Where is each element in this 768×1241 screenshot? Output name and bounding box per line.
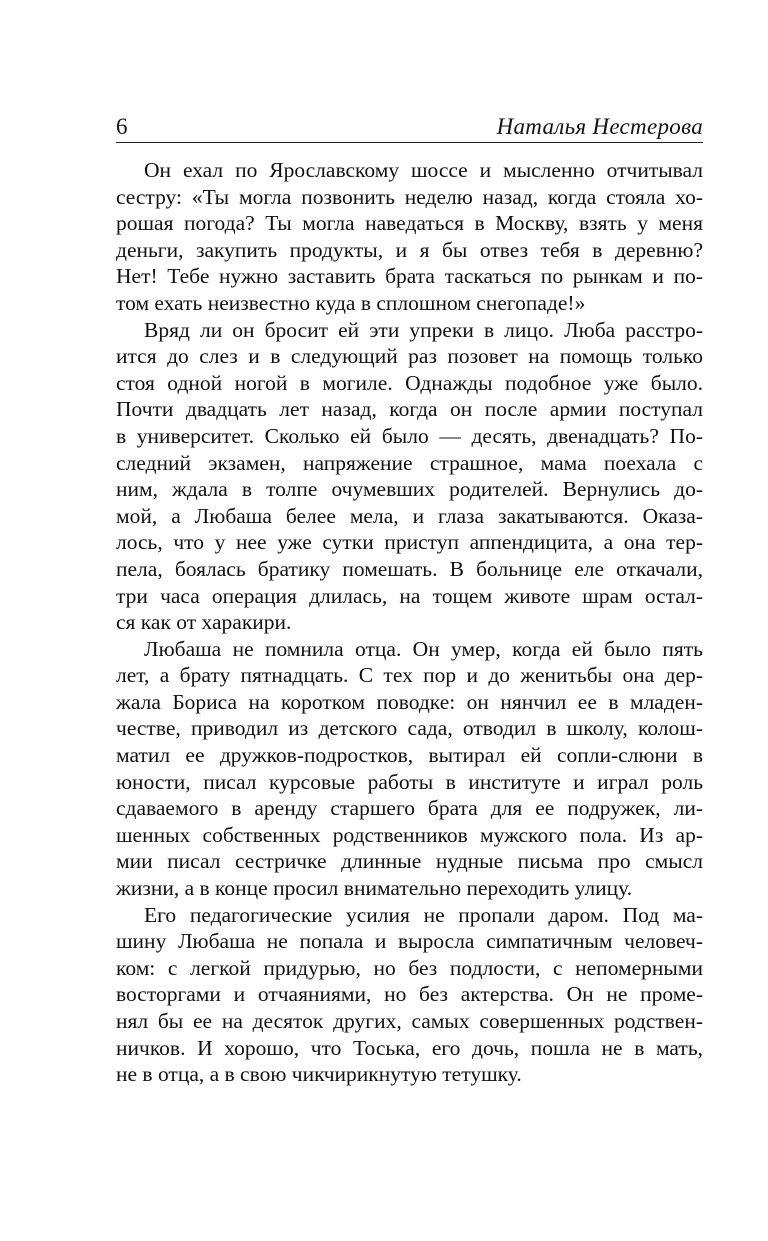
- text-line: жала Бориса на коротком поводке: он нянчил ее в младен-: [116, 689, 703, 714]
- text-line: рошая погода? Ты могла наведаться в Москву, взять у меня: [116, 211, 703, 236]
- text-line: лет, а брату пятнадцать. С тех пор и до женитьбы она дер-: [116, 663, 703, 688]
- body-text: [116, 157, 703, 1088]
- text-line: деньги, закупить продукты, и я бы отвез тебя в деревню?: [116, 237, 703, 262]
- text-line: лось, что у нее уже сутки приступ аппендицита, а она тер-: [116, 530, 703, 555]
- book-page: [116, 112, 703, 1088]
- author-name: Наталья Нестерова: [496, 114, 703, 139]
- text-line: три часа операция длилась, на тощем животе шрам остал-: [116, 583, 703, 608]
- paragraph: [116, 902, 703, 1088]
- text-line: восторгами и отчаяниями, но без актерства. Он не проме-: [116, 982, 703, 1007]
- text-line: юности, писал курсовые работы в институте и играл роль: [116, 769, 703, 794]
- text-line: том ехать неизвестно куда в сплошном снегопаде!»: [116, 290, 586, 315]
- text-line: нял бы ее на десяток других, самых совершенных родствен-: [116, 1009, 703, 1033]
- text-line: ся как от харакири.: [116, 610, 292, 635]
- paragraph: [116, 317, 703, 636]
- text-line: не в отца, а в свою чикчирикнутую тетушку.: [116, 1062, 522, 1087]
- text-line: Его педагогические усилия не пропали даром. Под ма-: [144, 902, 703, 927]
- text-line: шину Любаша не попала и выросла симпатичным человеч-: [116, 929, 703, 954]
- text-line: честве, приводил из детского сада, отводил в школу, колош-: [116, 716, 703, 741]
- text-line: Нет! Тебе нужно заставить брата таскаться по рынкам и по-: [116, 264, 703, 289]
- text-line: ится до слез и в следующий раз позовет на помощь только: [116, 344, 703, 369]
- text-line: ком: с легкой придурью, но без подлости, с непомерными: [116, 955, 703, 980]
- text-line: Любаша не помнила отца. Он умер, когда ей было пять: [144, 636, 703, 661]
- running-head: [116, 112, 703, 143]
- text-line: Вряд ли он бросит ей эти упреки в лицо. Люба расстро-: [144, 317, 703, 342]
- text-line: Почти двадцать лет назад, когда он после армии поступал: [116, 397, 703, 422]
- text-line: сдаваемого в аренду старшего брата для ее подружек, ли-: [116, 796, 703, 821]
- text-line: пела, боялась братику помешать. В больнице еле откачали,: [116, 556, 703, 581]
- page-number: 6: [116, 114, 128, 139]
- text-line: Он ехал по Ярославскому шоссе и мысленно отчитывал: [144, 158, 703, 182]
- text-line: сестру: «Ты могла позвонить неделю назад, когда стояла хо-: [116, 184, 703, 209]
- text-line: мии писал сестричке длинные нудные письма про смысл: [116, 849, 703, 874]
- text-line: мой, а Любаша белее мела, и глаза закатываются. Оказа-: [116, 503, 703, 528]
- text-line: следний экзамен, напряжение страшное, мама поехала с: [116, 450, 703, 475]
- text-line: стоя одной ногой в могиле. Однажды подобное уже было.: [116, 370, 703, 395]
- text-line: ним, ждала в толпе очумевших родителей. Вернулись до-: [116, 477, 703, 502]
- paragraph: [116, 157, 703, 317]
- text-line: ничков. И хорошо, что Тоська, его дочь, пошла не в мать,: [116, 1035, 703, 1060]
- text-line: жизни, а в конце просил внимательно переходить улицу.: [116, 876, 633, 901]
- paragraph: [116, 636, 703, 902]
- text-line: матил ее дружков-подростков, вытирал ей сопли-слюни в: [116, 743, 703, 768]
- text-line: шенных собственных родственников мужского пола. Из ар-: [116, 822, 703, 847]
- text-line: в университет. Сколько ей было — десять, двенадцать? По-: [116, 423, 703, 448]
